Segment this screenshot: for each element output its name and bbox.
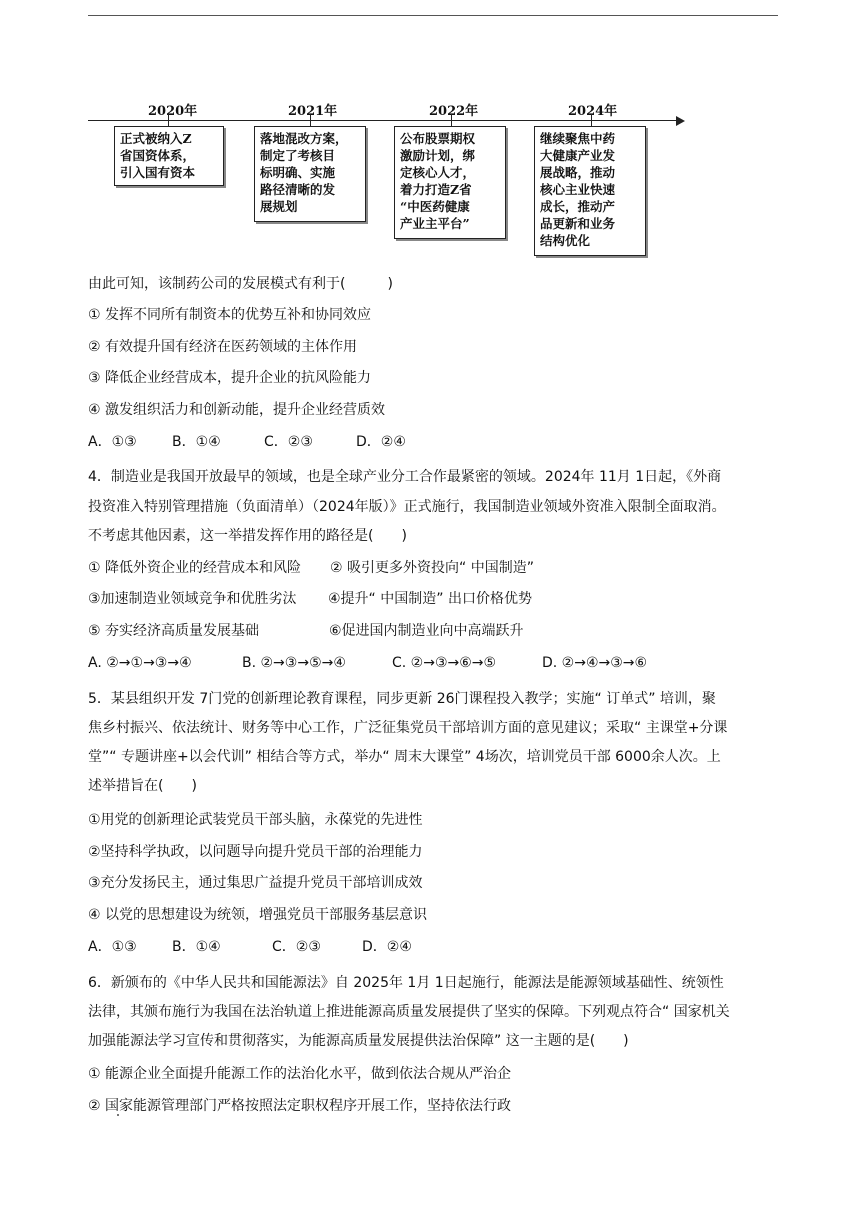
- timeline-box-line: 定核心人才，: [400, 165, 476, 180]
- header-rule: [88, 15, 778, 16]
- q5-option-a[interactable]: A．①③: [88, 939, 137, 955]
- q4-item: ② 吸引更多外资投向“ 中国制造”: [330, 560, 534, 576]
- timeline-box-line: 展规划: [260, 199, 298, 214]
- timeline-box-line: 成长，推动产: [540, 199, 616, 214]
- q6-stem-line: 加强能源法学习宣传和贯彻落实，为能源高质量发展提供法治保障” 这一主题的是( ): [88, 1033, 629, 1049]
- q4-item: ① 降低外资企业的经营成本和风险: [88, 560, 302, 576]
- timeline-year: 2022年: [429, 104, 479, 119]
- q5-options: [88, 937, 412, 957]
- timeline-tick: [591, 114, 592, 126]
- timeline-box-line: 制定了考核目: [260, 148, 336, 163]
- q5-item: ④ 以党的思想建设为统领，增强党员干部服务基层意识: [88, 907, 427, 923]
- q5-option-b[interactable]: B．①④: [172, 939, 221, 955]
- q4-option-d[interactable]: D. ②→④→③→⑥: [542, 655, 648, 671]
- q3-stem: 由此可知，该制药公司的发展模式有利于( ): [88, 276, 393, 292]
- scan-speck: [117, 1114, 119, 1116]
- q6-stem-line: 法律，其颁布施行为我国在法治轨道上推进能源高质量发展提供了坚实的保障。下列观点符合“ 国家机关: [88, 1004, 730, 1020]
- q4-stem-line: 4．制造业是我国开放最早的领域，也是全球产业分工合作最紧密的领域。2024年 11月 1日起，《外商: [88, 469, 722, 485]
- q4-item: ⑤ 夯实经济高质量发展基础: [88, 623, 260, 639]
- timeline-box-line: 核心主业快速: [540, 182, 616, 197]
- q3-item: ④ 激发组织活力和创新动能，提升企业经营质效: [88, 402, 385, 418]
- q5-stem-line: 焦乡村振兴、依法统计、财务等中心工作，广泛征集党员干部培训方面的意见建议；采取“ 主课堂+分课: [88, 720, 728, 736]
- q4-item: ⑥促进国内制造业向中高端跃升: [329, 623, 524, 639]
- q4-option-a[interactable]: A. ②→①→③→④: [88, 655, 192, 671]
- q4-option-b[interactable]: B. ②→③→⑤→④: [242, 655, 346, 671]
- q4-item: ③加速制造业领域竞争和优胜劣汰: [88, 591, 297, 607]
- q5-stem-line: 堂”“ 专题讲座+以会代训” 相结合等方式，举办“ 周末大课堂” 4场次，培训党员干部 6000余人次。上: [88, 749, 721, 765]
- q3-options: [88, 432, 406, 452]
- q5-option-c[interactable]: C．②③: [272, 939, 321, 955]
- timeline-year: 2021年: [288, 104, 338, 119]
- timeline-box-2024: [534, 126, 646, 256]
- timeline-box-line: 路径清晰的发: [260, 182, 336, 197]
- q5-item: ①用党的创新理论武装党员干部头脑，永葆党的先进性: [88, 812, 423, 828]
- timeline-year: 2024年: [568, 104, 618, 119]
- timeline-box-line: 继续聚焦中药: [540, 131, 616, 146]
- timeline-box-line: 省国资体系，: [120, 148, 196, 163]
- q4-item-row: [88, 621, 524, 641]
- q4-item: ④提升“ 中国制造” 出口价格优势: [328, 591, 532, 607]
- timeline-box-2022: [394, 126, 506, 239]
- q5-item: ③充分发扬民主，通过集思广益提升党员干部培训成效: [88, 875, 423, 891]
- q4-stem-line: 投资准入特别管理措施（负面清单）（2024年版）》正式施行，我国制造业领域外资准入限制全面取消。: [88, 499, 726, 515]
- timeline-box-line: 着力打造Z省: [400, 182, 472, 197]
- timeline-arrow-icon: [676, 116, 685, 126]
- timeline-figure: [88, 96, 688, 261]
- timeline-tick: [451, 114, 452, 126]
- q3-option-a[interactable]: A．①③: [88, 434, 137, 450]
- timeline-box-line: 公布股票期权: [400, 131, 476, 146]
- q5-option-d[interactable]: D．②④: [362, 939, 412, 955]
- timeline-box-line: 产业主平台”: [400, 216, 470, 231]
- timeline-tick: [310, 114, 311, 126]
- timeline-box-2020: [114, 126, 224, 186]
- timeline-box-line: 大健康产业发: [540, 148, 616, 163]
- q4-item-row: [88, 558, 534, 578]
- q6-stem-line: 6．新颁布的《中华人民共和国能源法》自 2025年 1月 1日起施行，能源法是能源领域基础性、统领性: [88, 975, 724, 991]
- timeline-box-line: 结构优化: [540, 233, 591, 248]
- q5-stem-line: 述举措旨在( ): [88, 778, 197, 794]
- q4-item-row: [88, 589, 532, 609]
- timeline-box-line: 品更新和业务: [540, 216, 616, 231]
- q3-item: ③ 降低企业经营成本，提升企业的抗风险能力: [88, 370, 371, 386]
- timeline-tick: [168, 114, 169, 126]
- q6-item: ① 能源企业全面提升能源工作的法治化水平，做到依法合规从严治企: [88, 1066, 511, 1082]
- timeline-box-line: 正式被纳入Z: [120, 131, 192, 146]
- timeline-axis: [88, 120, 678, 121]
- q6-item: ② 国家能源管理部门严格按照法定职权程序开展工作，坚持依法行政: [88, 1098, 511, 1114]
- q4-options: [88, 653, 647, 673]
- q5-item: ②坚持科学执政，以问题导向提升党员干部的治理能力: [88, 844, 423, 860]
- timeline-box-line: 落地混改方案，: [260, 131, 348, 146]
- q3-item: ① 发挥不同所有制资本的优势互补和协同效应: [88, 307, 371, 323]
- timeline-box-line: 标明确、实施: [260, 165, 336, 180]
- timeline-box-2021: [254, 126, 366, 222]
- q5-stem-line: 5．某县组织开发 7门党的创新理论教育课程，同步更新 26门课程投入教学；实施“ 订单式” 培训，聚: [88, 691, 716, 707]
- q4-stem-line: 不考虑其他因素，这一举措发挥作用的路径是( ): [88, 528, 407, 544]
- timeline-box-line: 引入国有资本: [120, 165, 196, 180]
- q3-option-b[interactable]: B．①④: [172, 434, 221, 450]
- timeline-box-line: 展战略，推动: [540, 165, 616, 180]
- timeline-box-line: 激励计划，绑: [400, 148, 476, 163]
- q3-option-c[interactable]: C．②③: [264, 434, 313, 450]
- q3-option-d[interactable]: D．②④: [356, 434, 406, 450]
- q4-option-c[interactable]: C. ②→③→⑥→⑤: [392, 655, 497, 671]
- timeline-box-line: “中医药健康: [400, 199, 470, 214]
- q3-item: ② 有效提升国有经济在医药领域的主体作用: [88, 339, 357, 355]
- timeline-year: 2020年: [148, 104, 198, 119]
